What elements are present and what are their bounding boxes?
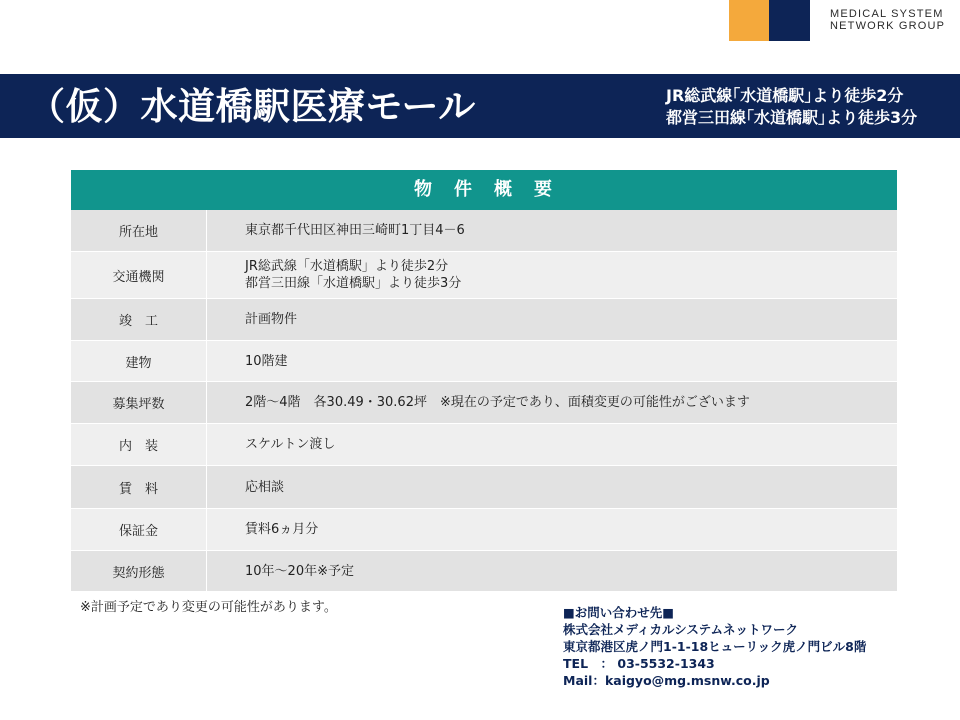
contact-address: 東京都港区虎ノ門1-1-18ヒューリック虎ノ門ビル8階 [563,639,867,654]
row-label: 募集坪数 [71,382,207,423]
logo-mark [729,0,810,41]
table-row-rent [71,466,897,509]
table-row-completion [71,299,897,341]
table-row-interior [71,424,897,466]
contact-mail: Mail：kaigyo@mg.msnw.co.jp [563,673,770,688]
row-label: 賃 料 [71,466,207,508]
contact-company: 株式会社メディカルシステムネットワーク [563,622,798,637]
row-value-line: スケルトン渡し [245,437,336,452]
row-value [207,436,335,453]
row-value [207,479,284,496]
row-value-line: 応相談 [245,479,285,495]
row-value-line: 賃料6ヵ月分 [245,522,319,537]
row-value-line: 10階建 [245,353,288,369]
row-value-line: 東京都千代田区神田三崎町1丁目4－6 [245,223,465,238]
page-title: （仮）水道橋駅医療モール [28,85,476,128]
access-line-toei: 都営三田線｢水道橋駅｣より徒歩3分 [666,108,918,127]
logo-orange-block [729,0,769,41]
logo-navy-block [769,0,810,41]
table-row-transport [71,252,897,299]
row-label: 契約形態 [71,551,207,591]
row-label: 保証金 [71,509,207,550]
table-row-floor-area [71,382,897,424]
row-label: 交通機関 [71,252,207,298]
row-value-line: 計画物件 [245,312,298,327]
row-value-line: 10年～20年※予定 [245,563,354,579]
row-label: 竣 工 [71,299,207,340]
table-row-building [71,341,897,382]
contact-tel: TEL ： 03-5532-1343 [563,656,715,671]
property-overview-table [71,170,897,592]
row-value-line: 2階～4階 各30.49・30.62坪 ※現在の予定であり、面積変更の可能性がございます [245,395,750,410]
row-value [207,258,461,292]
row-label: 建物 [71,341,207,381]
logo-line-1: MEDICAL SYSTEM [830,8,944,20]
contact-heading: ■お問い合わせ先■ [563,605,675,620]
access-line-jr: JR総武線｢水道橋駅｣より徒歩2分 [666,86,904,105]
row-value [207,222,465,239]
row-label: 内 装 [71,424,207,465]
row-value-line: 都営三田線「水道橋駅」より徒歩3分 [245,276,462,291]
table-row-contract [71,551,897,592]
row-value [207,394,750,411]
footnote: ※計画予定であり変更の可能性があります。 [80,600,337,615]
row-value [207,563,354,580]
row-value [207,311,297,328]
table-row-deposit [71,509,897,551]
table-header: 物 件 概 要 [71,170,897,210]
access-info [666,85,917,129]
logo-line-2: NETWORK GROUP [830,20,946,32]
table-row-location [71,210,897,252]
row-value-line: JR総武線「水道橋駅」より徒歩2分 [245,259,449,274]
logo-text [830,8,958,32]
row-value [207,353,288,370]
row-value [207,521,318,538]
contact-info [563,604,866,689]
row-label: 所在地 [71,210,207,251]
